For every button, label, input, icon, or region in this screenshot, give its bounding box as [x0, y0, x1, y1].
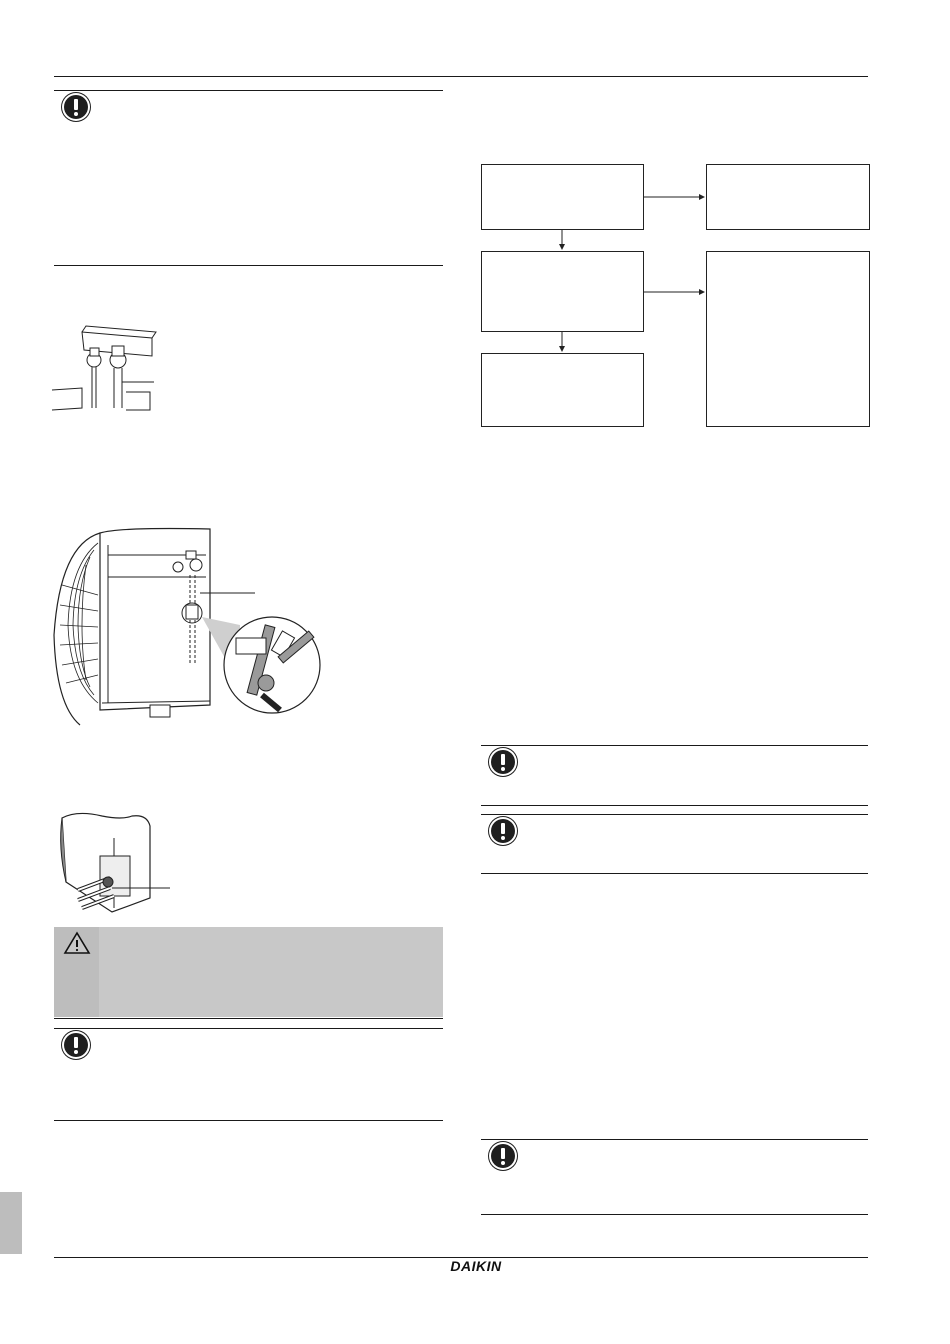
- exclamation-circle-icon: [64, 95, 88, 119]
- exclamation-circle-icon: [491, 1144, 515, 1168]
- pipe-outlet-illustration: [52, 808, 172, 918]
- caution-box: [54, 927, 443, 1017]
- daikin-logo: DAIKIN: [450, 1258, 502, 1274]
- flowchart-arrows: [470, 150, 890, 440]
- header-rule: [54, 76, 868, 77]
- exclamation-circle-icon: [491, 819, 515, 843]
- caution-bottom-rule: [54, 1018, 443, 1019]
- notice-top-rule: [481, 745, 868, 746]
- exclamation-circle-icon: [64, 1033, 88, 1057]
- language-side-tab: [0, 1192, 22, 1254]
- notice-top-rule: [54, 1028, 443, 1029]
- notice-top-rule: [481, 814, 868, 815]
- notice-top-rule: [54, 90, 443, 91]
- outdoor-unit-illustration: [40, 525, 330, 740]
- notice-bottom-rule: [481, 873, 868, 874]
- exclamation-circle-icon: [491, 750, 515, 774]
- notice-bottom-rule: [54, 1120, 443, 1121]
- notice-bottom-rule: [481, 1214, 868, 1215]
- notice-bottom-rule: [481, 805, 868, 806]
- notice-top-rule: [481, 1139, 868, 1140]
- stop-valve-illustration: [52, 320, 162, 415]
- caution-icon-cell: [54, 927, 99, 1017]
- notice-bottom-rule: [54, 265, 443, 266]
- warning-triangle-icon: [64, 932, 90, 954]
